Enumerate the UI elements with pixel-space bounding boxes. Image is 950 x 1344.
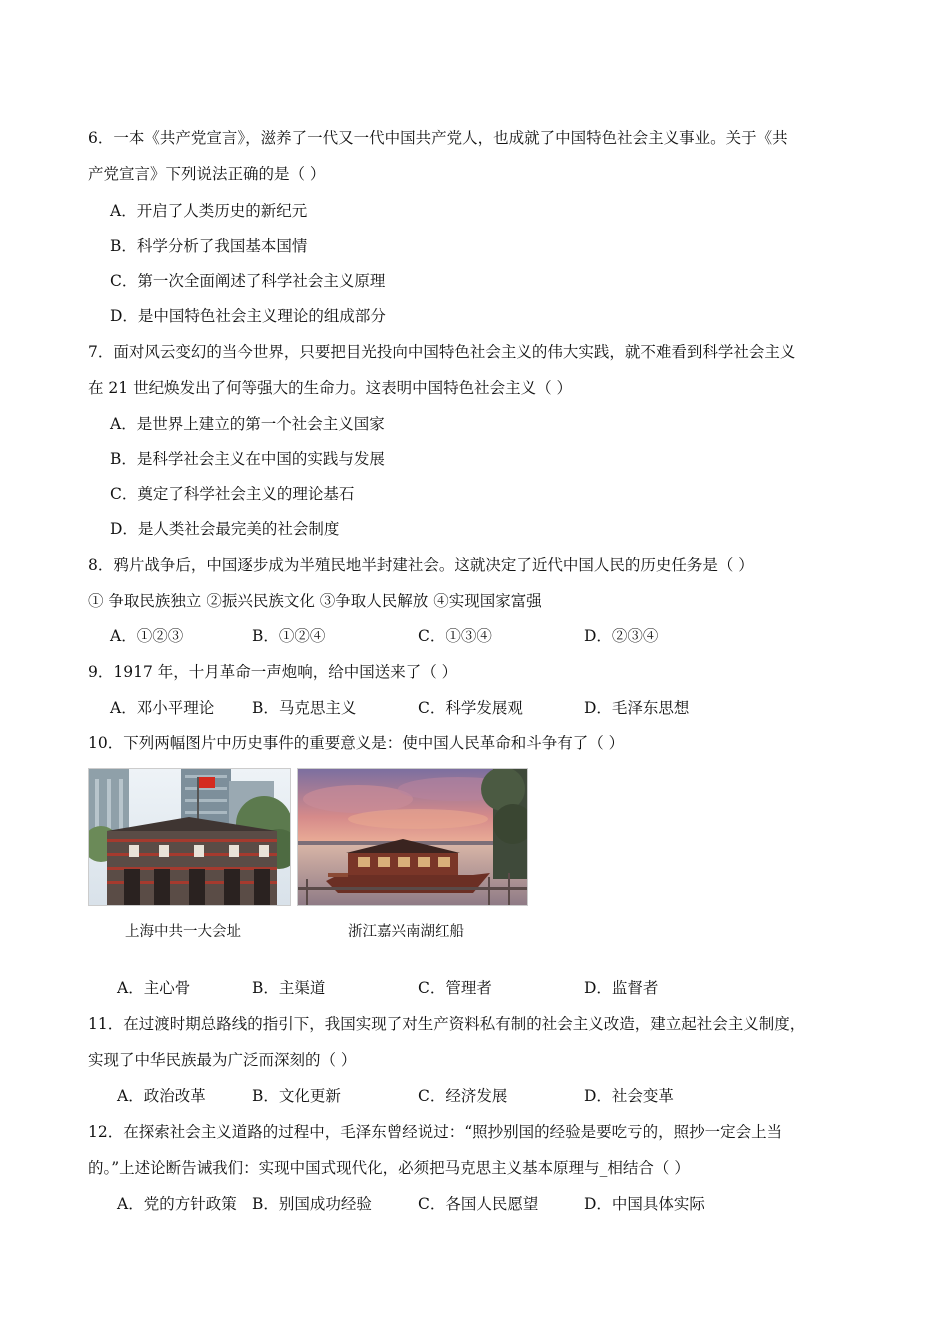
q6-option-a: A．开启了人类历史的新纪元 <box>110 202 308 220</box>
q8-stem-line1: 8．鸦片战争后，中国逐步成为半殖民地半封建社会。这就决定了近代中国人民的历史任务是（ ） <box>88 556 754 574</box>
q7-option-b: B．是科学社会主义在中国的实践与发展 <box>110 450 385 468</box>
q12-option-c: C．各国人民愿望 <box>418 1195 539 1213</box>
shanghai-congress-site-photo <box>88 768 291 906</box>
q11-stem-line2: 实现了中华民族最为广泛而深刻的（ ） <box>88 1051 357 1069</box>
q7-stem-line1: 7．面对风云变幻的当今世界，只要把目光投向中国特色社会主义的伟大实践，就不难看到科学社会主义 <box>88 343 796 361</box>
q6-option-c: C．第一次全面阐述了科学社会主义原理 <box>110 272 386 290</box>
q11-option-c: C．经济发展 <box>418 1087 508 1105</box>
q9-option-b: B．马克思主义 <box>252 699 357 717</box>
q9-stem-line1: 9．1917 年，十月革命一声炮响，给中国送来了（ ） <box>88 663 458 681</box>
jiaxing-red-boat-photo <box>297 768 528 906</box>
q8-choices-line: ① 争取民族独立 ②振兴民族文化 ③争取人民解放 ④实现国家富强 <box>88 592 542 610</box>
q7-option-d: D．是人类社会最完美的社会制度 <box>110 520 340 538</box>
q6-option-d: D．是中国特色社会主义理论的组成部分 <box>110 307 386 325</box>
q12-option-b: B．别国成功经验 <box>252 1195 372 1213</box>
q8-option-c: C．①③④ <box>418 627 492 645</box>
q11-option-d: D．社会变革 <box>584 1087 674 1105</box>
q10-option-c: C．管理者 <box>418 979 492 997</box>
caption-shanghai-site: 上海中共一大会址 <box>125 924 241 940</box>
q6-stem-line2: 产党宣言》下列说法正确的是（ ） <box>88 165 326 183</box>
q9-option-c: C．科学发展观 <box>418 699 523 717</box>
q8-option-d: D．②③④ <box>584 627 659 645</box>
q12-stem-line1: 12．在探索社会主义道路的过程中，毛泽东曾经说过：“照抄别国的经验是要吃亏的，照抄一定会上当 <box>88 1123 783 1141</box>
q11-option-b: B．文化更新 <box>252 1087 341 1105</box>
q7-option-c: C．奠定了科学社会主义的理论基石 <box>110 485 355 503</box>
q12-option-a: A．党的方针政策 <box>117 1195 237 1213</box>
caption-jiaxing-boat: 浙江嘉兴南湖红船 <box>348 924 464 940</box>
q9-option-a: A．邓小平理论 <box>110 699 215 717</box>
q11-stem-line1: 11．在过渡时期总路线的指引下，我国实现了对生产资料私有制的社会主义改造，建立起社会主义制度， <box>88 1015 806 1033</box>
q12-option-d: D．中国具体实际 <box>584 1195 705 1213</box>
q10-option-b: B．主渠道 <box>252 979 326 997</box>
q10-option-d: D．监督者 <box>584 979 659 997</box>
q12-stem-line2: 的。”上述论断告诫我们：实现中国式现代化，必须把马克思主义基本原理与_相结合（ ） <box>88 1159 690 1177</box>
q8-option-a: A．①②③ <box>110 627 184 645</box>
q9-option-d: D．毛泽东思想 <box>584 699 690 717</box>
q10-stem-line1: 10．下列两幅图片中历史事件的重要意义是：使中国人民革命和斗争有了（ ） <box>88 734 625 752</box>
q6-option-b: B．科学分析了我国基本国情 <box>110 237 308 255</box>
q7-stem-line2: 在 21 世纪焕发出了何等强大的生命力。这表明中国特色社会主义（ ） <box>88 379 573 397</box>
q6-stem-line1: 6．一本《共产党宣言》，滋养了一代又一代中国共产党人，也成就了中国特色社会主义事业。关于《共 <box>88 129 788 147</box>
q8-option-b: B．①②④ <box>252 627 326 645</box>
q11-option-a: A．政治改革 <box>117 1087 206 1105</box>
q7-option-a: A．是世界上建立的第一个社会主义国家 <box>110 415 385 433</box>
q10-option-a: A．主心骨 <box>117 979 191 997</box>
